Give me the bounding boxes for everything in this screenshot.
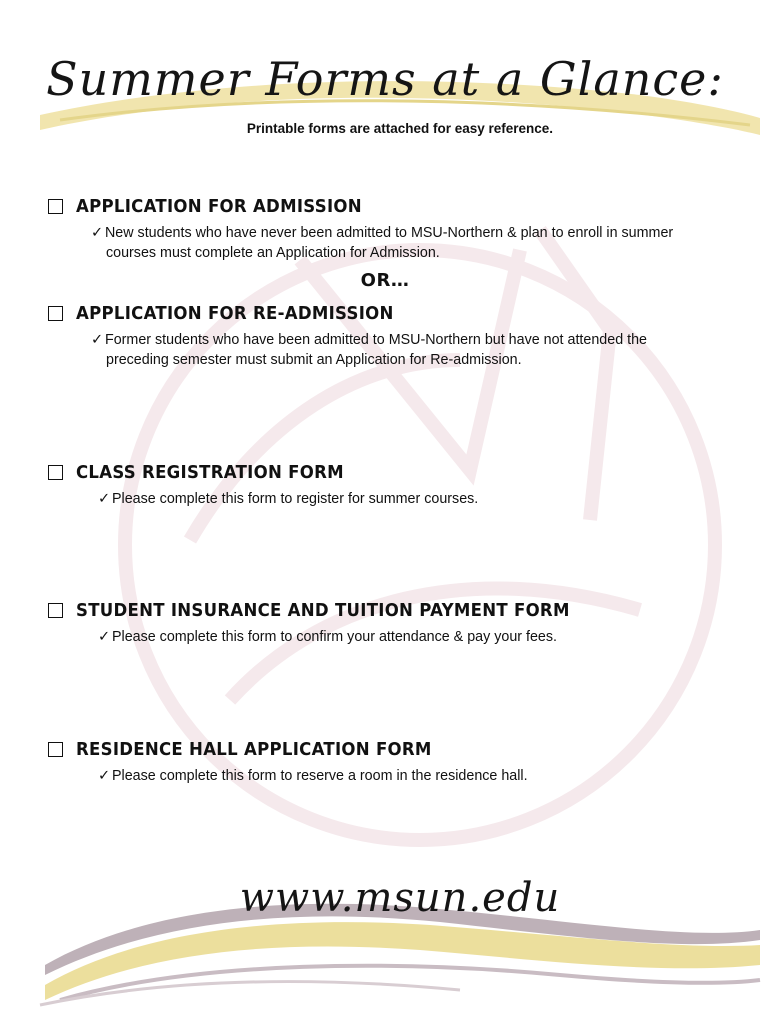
desc-line-2: preceding semester must submit an Application for Re-admission. (106, 352, 522, 368)
checkbox[interactable] (48, 603, 63, 618)
form-item-insurance-tuition (48, 600, 738, 647)
desc-line-2: courses must complete an Application for Admission. (106, 245, 440, 261)
page-subtitle: Printable forms are attached for easy reference. (246, 121, 554, 136)
item-title: APPLICATION FOR ADMISSION (76, 196, 362, 217)
item-title: APPLICATION FOR RE-ADMISSION (76, 303, 394, 324)
checkbox[interactable] (48, 306, 63, 321)
checkmark-icon: ✓ (91, 332, 103, 348)
item-description (98, 627, 738, 647)
checkbox[interactable] (48, 742, 63, 757)
or-separator: OR… (360, 270, 410, 291)
website-url[interactable]: www.msun.edu (239, 875, 561, 921)
desc-line-1: Please complete this form to confirm your attendance & pay your fees. (111, 629, 557, 645)
form-item-residence-hall (48, 739, 738, 786)
item-title: CLASS REGISTRATION FORM (76, 462, 344, 483)
checkbox[interactable] (48, 465, 63, 480)
item-description (91, 330, 738, 370)
checkmark-icon: ✓ (98, 768, 110, 784)
desc-line-1: Please complete this form to register for summer courses. (111, 491, 479, 507)
item-description (98, 766, 738, 786)
checkmark-icon: ✓ (98, 629, 110, 645)
item-description (98, 489, 738, 509)
checkmark-icon: ✓ (91, 225, 103, 241)
form-item-admission (48, 196, 738, 263)
item-description (91, 223, 738, 263)
checkmark-icon: ✓ (98, 491, 110, 507)
page-title: Summer Forms at a Glance: (46, 52, 724, 106)
form-item-readmission (48, 303, 738, 370)
item-title: RESIDENCE HALL APPLICATION FORM (76, 739, 432, 760)
checkbox[interactable] (48, 199, 63, 214)
desc-line-1: Former students who have been admitted to MSU-Northern but have not attended the (104, 332, 647, 348)
desc-line-1: New students who have never been admitted to MSU-Northern & plan to enroll in summer (104, 225, 674, 241)
desc-line-1: Please complete this form to reserve a room in the residence hall. (111, 768, 528, 784)
form-item-class-registration (48, 462, 738, 509)
item-title: STUDENT INSURANCE AND TUITION PAYMENT FORM (76, 600, 570, 621)
